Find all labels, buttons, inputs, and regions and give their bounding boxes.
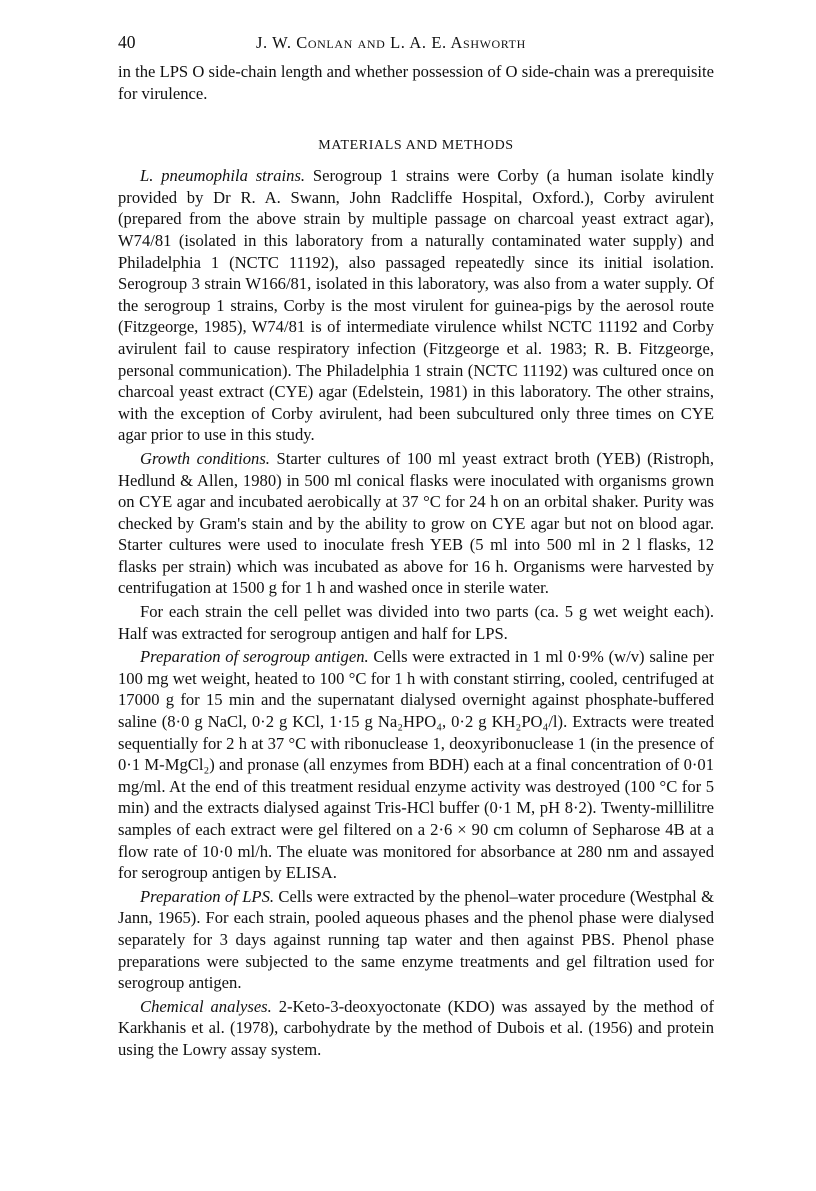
paragraph-text: Starter cultures of 100 ml yeast extract broth (YEB) (Ristroph, Hedlund & Allen, 1980) in 500 ml conical flasks were inoculated with organisms grown on CYE agar and incubated aerobically at 37 °C for 24 h on an orbital shaker. Purity was checked by Gram's stain and by the ability to grow on CYE agar but not on blood agar. Starter cultures were used to inoculate fresh YEB (5 ml into 500 ml in 2 l flasks, 12 flasks per strain) which was incubated as above for 16 h. Organisms were harvested by centrifugation at 1500 g for 1 h and washed once in sterile water. [118,448,714,598]
author-names: J. W. Conlan and L. A. E. Ashworth [256,33,526,52]
paragraph-lead: Chemical analyses. [140,996,272,1016]
paragraph-text: For each strain the cell pellet was divided into two parts (ca. 5 g wet weight each). Half was extracted for serogroup antigen and half for LPS. [118,602,714,643]
paragraph-text: Cells were extracted by the phenol–water procedure (Westphal & Jann, 1965). For each strain, pooled aqueous phases and the phenol phase were dialysed separately for 3 days against running tap water and then against PBS. Phenol phase preparations were subjected to the same enzyme treatments and gel filtration used for serogroup antigen. [118,886,714,993]
running-header [118,32,714,61]
paragraph-text: 2-Keto-3-deoxyoctonate (KDO) was assayed by the method of Karkhanis et al. (1978), carbohydrate by the method of Dubois et al. (1956) and protein using the Lowry assay system. [118,996,715,1059]
section-title: MATERIALS AND METHODS [318,138,514,154]
running-head [256,32,526,54]
paragraph-growth-conditions [118,448,714,599]
paragraph-cell-pellet [118,601,714,644]
paragraph-lead: Growth conditions. [140,448,270,468]
paragraph-text: Serogroup 1 strains were Corby (a human isolate kindly provided by Dr R. A. Swann, John Radcliffe Hospital, Oxford.), Corby avirulent (prepared from the above strain by multiple passage on charcoal yeast extract agar), W74/81 (isolated in this laboratory from a naturally contaminated water supply) and Philadelphia 1 (NCTC 11192), also passaged repeatedly since its initial isolation. Serogroup 3 strain W166/81, isolated in this laboratory, was also from a water supply. Of the serogroup 1 strains, Corby is the most virulent for guinea-pigs by the aerosol route (Fitzgeorge, 1985), W74/81 is of intermediate virulence whilst NCTC 11192 and Corby avirulent fail to cause respiratory infection (Fitzgeorge et al. 1983; R. B. Fitzgeorge, personal communication). The Philadelphia 1 strain (NCTC 11192) was cultured once on charcoal yeast extract (CYE) agar (Edelstein, 1981) in this laboratory. The other strains, with the exception of Corby avirulent, had been subcultured only three times on CYE agar prior to use in this study. [118,166,714,445]
paragraph-strains [118,165,714,446]
paragraph-lead: Preparation of LPS. [140,886,275,906]
paragraph-chemical-analyses [118,996,714,1061]
paragraph-lead: Preparation of serogroup antigen. [140,647,369,667]
page-number: 40 [118,32,136,52]
paragraph-serogroup-antigen [118,646,714,884]
paragraph-text: Cells were extracted in 1 ml 0·9% (w/v) saline per 100 mg wet weight, heated to 100 °C for 1 h with constant stirring, cooled, centrifuged at 17000 g for 15 min and the supernatant dialysed overnight against phosphate-buffered saline (8·0 g NaCl, 0·2 g KCl, 1·15 g Na₂HPO₄, 0·2 g KH₂PO₄/l). Extracts were treated sequentially for 2 h at 37 °C with ribonuclease 1, deoxyribonuclease 1 (in the presence of 0·1 M-MgCl₂) and pronase (all enzymes from BDH) each at a final concentration of 0·01 mg/ml. At the end of this treatment residual enzyme activity was destroyed (100 °C for 5 min) and the extracts dialysed against Tris-HCl buffer (0·1 M, pH 8·2). Twenty-millilitre samples of each extract were gel filtered on a 2·6 × 90 cm column of Sepharose 4B at a flow rate of 10·0 ml/h. The eluate was monitored for absorbance at 280 nm and assayed for serogroup antigen by ELISA. [118,647,714,883]
page [118,32,714,1063]
paragraph-lps-preparation [118,886,714,994]
paragraph-lead: L. pneumophila strains. [140,166,306,186]
intro-continuation: in the LPS O side-chain length and whether possession of O side-chain was a prerequisite for virulence. [118,62,714,103]
